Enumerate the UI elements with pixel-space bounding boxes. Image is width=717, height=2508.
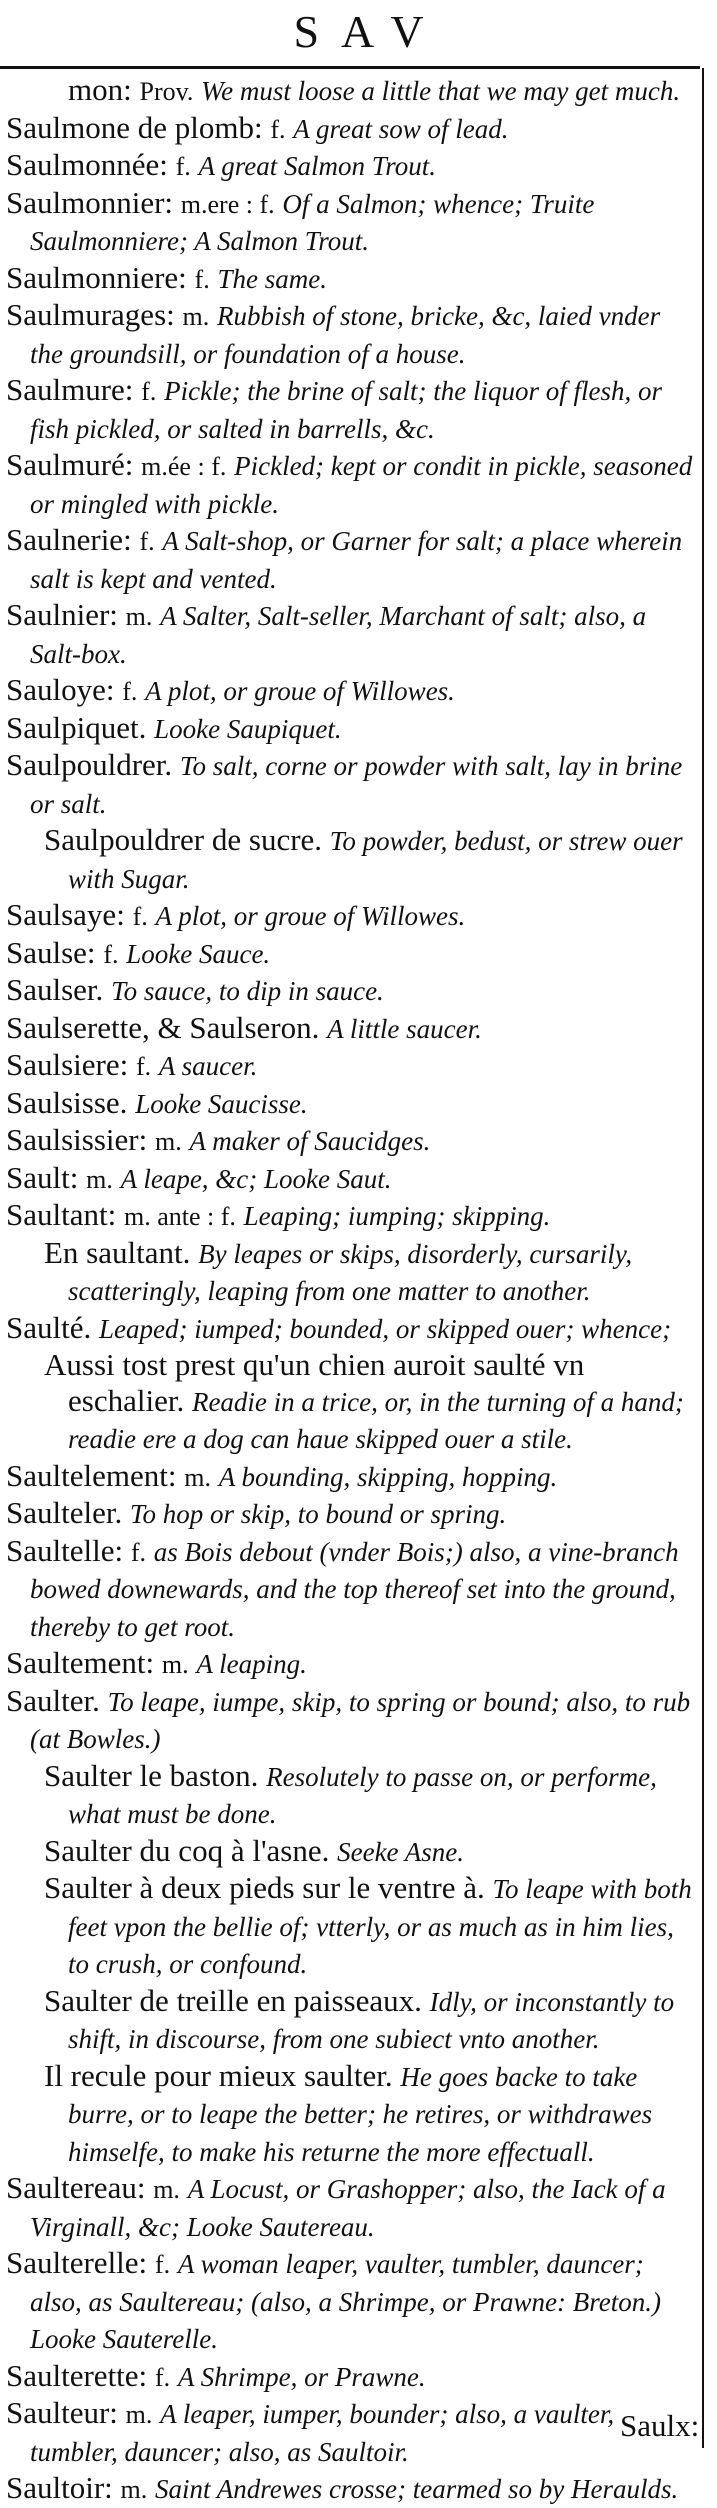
entry-definition: Of a Salmon; whence; Truite Saulmonniere; A Salmon Trout. — [30, 188, 595, 256]
dictionary-entry — [6, 1645, 696, 1683]
entry-headword: Sauloye: — [6, 672, 115, 707]
entry-definition: as Bois debout (vnder Bois;) also, a vine-branch bowed downewards, and the top thereof set into the ground, thereby to get root. — [30, 1536, 679, 1642]
entry-headword: Saulterelle: — [6, 2245, 148, 2280]
dictionary-column — [6, 72, 696, 2508]
entry-headword: Saulteler. — [6, 1495, 123, 1530]
entry-headword: Saulser. — [6, 972, 104, 1007]
entry-definition: A leaper, iumper, bounder; also, a vaulter, tumbler, dauncer; also, as Saultoir. — [30, 2399, 615, 2467]
entry-grammar: f. — [154, 2362, 171, 2392]
dictionary-entry — [6, 2358, 696, 2396]
entry-definition: We must loose a little that we may get much. — [201, 76, 681, 106]
catchword: Saulx: — [620, 2408, 700, 2443]
entry-headword: Sault: — [6, 1159, 79, 1195]
dictionary-entry — [6, 110, 696, 148]
dictionary-entry — [6, 297, 696, 372]
entry-grammar: f. — [139, 527, 155, 556]
entry-definition: The same. — [217, 263, 327, 294]
entry-headword: Saulsaye: — [6, 897, 125, 932]
entry-definition: Leaping; iumping; skipping. — [243, 1201, 551, 1231]
entry-grammar: f. — [103, 939, 119, 969]
entry-grammar: m. — [125, 602, 153, 631]
dictionary-entry — [6, 2170, 696, 2245]
running-head: SAV — [293, 6, 446, 57]
entry-headword: Saultement: — [6, 1645, 155, 1680]
dictionary-entry — [6, 2245, 696, 2358]
entry-headword: Saulterette: — [6, 2357, 148, 2393]
dictionary-entry — [6, 822, 696, 897]
entry-definition: Readie in a trice, or, in the turning of a hand; readie ere a dog can haue skipped ouer a stile. — [68, 1386, 684, 1454]
entry-headword: Saulpiquet. — [6, 709, 147, 745]
dictionary-entry — [6, 1197, 696, 1235]
entry-headword: Saulter. — [6, 1682, 100, 1718]
entry-headword: Saultereau: — [6, 2170, 146, 2205]
dictionary-entry — [6, 1495, 696, 1533]
entry-headword: Saulsisse. — [6, 1084, 128, 1120]
dictionary-entry — [6, 1010, 696, 1048]
entry-headword: Saulpouldrer. — [6, 747, 173, 782]
entry-grammar: f. — [130, 1537, 147, 1567]
dictionary-entry — [6, 1833, 696, 1871]
dictionary-entry — [6, 672, 696, 710]
entry-headword: Saulsiere: — [6, 1047, 129, 1082]
entry-headword: Aussi tost prest qu'un chien auroit saulté vn eschalier. — [44, 1347, 585, 1418]
dictionary-entry — [6, 72, 696, 110]
entry-definition: To hop or skip, to bound or spring. — [129, 1499, 507, 1529]
entry-definition: A Locust, or Grashopper; also, the Iack of a Virginall, &c; Looke Sautereau. — [30, 2174, 666, 2242]
entry-headword: Saulter à deux pieds sur le ventre à. — [44, 1870, 485, 1905]
entry-headword: Saulmurages: — [6, 297, 175, 332]
dictionary-entry — [6, 447, 696, 522]
dictionary-entry — [6, 260, 696, 298]
entry-grammar: m. — [153, 2175, 180, 2204]
entry-grammar: f. — [132, 902, 148, 931]
dictionary-entry — [6, 1122, 696, 1160]
entry-definition: A saucer. — [158, 1051, 258, 1081]
entry-definition: A great sow of lead. — [293, 113, 509, 144]
dictionary-entry — [6, 1683, 696, 1758]
entry-headword: Saultelle: — [6, 1532, 124, 1568]
entry-definition: A great Salmon Trout. — [198, 151, 437, 181]
entry-definition: To leape, iumpe, skip, to spring or bound; also, to rub (at Bowles.) — [30, 1686, 691, 1754]
entry-definition: By leapes or skips, disorderly, cursarily, scatteringly, leaping from one matter to another. — [68, 1238, 633, 1306]
entry-grammar: Prov. — [139, 77, 194, 106]
entry-definition: To leape with both feet vpon the bellie of; vtterly, or as much as in him lies, to crush, or confound. — [68, 1874, 692, 1979]
dictionary-entry — [6, 1235, 696, 1310]
entry-definition: Pickled; kept or condit in pickle, seasoned or mingled with pickle. — [30, 451, 693, 519]
dictionary-entry — [6, 935, 696, 973]
entry-definition: To powder, bedust, or strew ouer with Sugar. — [68, 826, 683, 894]
entry-headword: Saulter le baston. — [44, 1757, 259, 1793]
entry-definition: A plot, or groue of Willowes. — [155, 901, 466, 931]
entry-definition: Leaped; iumped; bounded, or skipped ouer; whence; — [99, 1313, 672, 1344]
dictionary-entry — [6, 1458, 696, 1496]
entry-grammar: f. — [141, 377, 157, 406]
entry-definition: To salt, corne or powder with salt, lay in brine or salt. — [30, 751, 683, 819]
entry-headword: Saulnier: — [6, 597, 118, 632]
dictionary-entry — [6, 1758, 696, 1833]
entry-headword: En saultant. — [44, 1234, 191, 1270]
entry-grammar: f. — [122, 677, 138, 706]
dictionary-entry — [6, 1347, 696, 1458]
entry-headword: Saultoir: — [6, 2470, 113, 2505]
dictionary-entry — [6, 972, 696, 1010]
entry-definition: He goes backe to take burre, or to leape the better; he retires, or withdrawes himselfe, to make his returne the more effectuall. — [68, 2061, 653, 2167]
entry-headword: Saulté. — [6, 1309, 92, 1345]
entry-headword: Saulteur: — [6, 2395, 118, 2430]
entry-headword: Saultelement: — [6, 1457, 177, 1493]
dictionary-entry — [6, 710, 696, 748]
dictionary-entry — [6, 1085, 696, 1123]
dictionary-entry — [6, 897, 696, 935]
entry-definition: Looke Sauce. — [126, 938, 271, 969]
dictionary-entry — [6, 1983, 696, 2058]
entry-grammar: m.ée : f. — [141, 452, 227, 481]
header-rule — [0, 66, 700, 69]
entry-headword: Saulsissier: — [6, 1122, 148, 1157]
dictionary-entry — [6, 747, 696, 822]
entry-grammar: m. — [154, 1127, 182, 1156]
entry-definition: A plot, or groue of Willowes. — [145, 676, 455, 706]
entry-grammar: m.ere : f. — [180, 189, 275, 219]
entry-headword: Saulnerie: — [6, 522, 132, 557]
dictionary-entry — [6, 597, 696, 672]
entry-grammar: f. — [194, 264, 210, 294]
dictionary-entry — [6, 522, 696, 597]
entry-definition: Looke Saucisse. — [135, 1088, 308, 1119]
entry-headword: mon: — [68, 72, 132, 107]
entry-grammar: f. — [136, 1052, 152, 1081]
entry-definition: Looke Saupiquet. — [154, 713, 342, 744]
entry-headword: Il recule pour mieux saulter. — [44, 2057, 393, 2093]
entry-definition: Idly, or inconstantly to shift, in discourse, from one subiect vnto another. — [68, 1986, 675, 2054]
entry-definition: Pickle; the brine of salt; the liquor of flesh, or fish pickled, or salted in barrells, &c. — [30, 376, 663, 444]
entry-headword: Saulmonnier: — [6, 184, 174, 220]
dictionary-entry — [6, 1310, 696, 1348]
entry-grammar: m. — [86, 1164, 113, 1194]
entry-headword: Saulserette, & Saulseron. — [6, 1009, 320, 1045]
entry-grammar: m. — [182, 302, 210, 331]
entry-grammar: m. ante : f. — [123, 1202, 236, 1231]
entry-headword: Saulpouldrer de sucre. — [44, 822, 323, 857]
entry-definition: A leape, &c; Looke Saut. — [120, 1163, 392, 1194]
entry-grammar: m. — [125, 2400, 153, 2429]
entry-grammar: m. — [184, 1462, 211, 1492]
entry-definition: A leaping. — [196, 1649, 307, 1679]
entry-definition: A Shrimpe, or Prawne. — [177, 2361, 426, 2392]
dictionary-entry — [6, 1870, 696, 1983]
dictionary-entry — [6, 2470, 696, 2508]
entry-definition: Saint Andrewes crosse; tearmed so by Heraulds. — [155, 2474, 679, 2504]
entry-headword: Saulse: — [6, 934, 96, 970]
dictionary-entry — [6, 185, 696, 260]
entry-definition: A bounding, skipping, hopping. — [218, 1461, 558, 1492]
entry-grammar: f. — [270, 114, 286, 144]
dictionary-entry — [6, 1533, 696, 1646]
entry-definition: Seeke Asne. — [337, 1836, 465, 1867]
entry-headword: Saulmure: — [6, 372, 134, 407]
dictionary-entry — [6, 2058, 696, 2171]
entry-grammar: m. — [120, 2475, 148, 2504]
dictionary-entry — [6, 372, 696, 447]
entry-definition: A woman leaper, vaulter, tumbler, dauncer; also, as Saultereau; (also, a Shrimpe, or Prawne: Breton.) Looke Sauterelle. — [30, 2249, 661, 2354]
entry-definition: A Salter, Salt-seller, Marchant of salt; also, a Salt-box. — [30, 601, 647, 669]
entry-headword: Saultant: — [6, 1197, 117, 1232]
entry-headword: Saulmonniere: — [6, 259, 187, 295]
page-header — [0, 0, 717, 64]
entry-definition: Resolutely to passe on, or performe, what must be done. — [68, 1761, 657, 1829]
entry-definition: A maker of Saucidges. — [189, 1126, 431, 1156]
dictionary-entry — [6, 1160, 696, 1198]
entry-grammar: f. — [175, 152, 191, 181]
dictionary-entry — [6, 147, 696, 185]
entry-headword: Saulter de treille en paisseaux. — [44, 1982, 422, 2018]
entry-headword: Saulmone de plomb: — [6, 109, 263, 145]
entry-grammar: f. — [154, 2250, 171, 2279]
entry-definition: A Salt-shop, or Garner for salt; a place wherein salt is kept and vented. — [30, 526, 683, 594]
entry-headword: Saulmonnée: — [6, 147, 168, 182]
entry-definition: To sauce, to dip in sauce. — [111, 976, 384, 1006]
entry-grammar: m. — [161, 1650, 189, 1679]
column-rule — [702, 68, 704, 2448]
entry-definition: Rubbish of stone, bricke, &c, laied vnder the groundsill, or foundation of a house. — [30, 301, 661, 369]
entry-headword: Saulmuré: — [6, 447, 134, 482]
entry-headword: Saulter du coq à l'asne. — [44, 1832, 330, 1868]
entry-definition: A little saucer. — [327, 1013, 482, 1044]
dictionary-entry — [6, 1047, 696, 1085]
